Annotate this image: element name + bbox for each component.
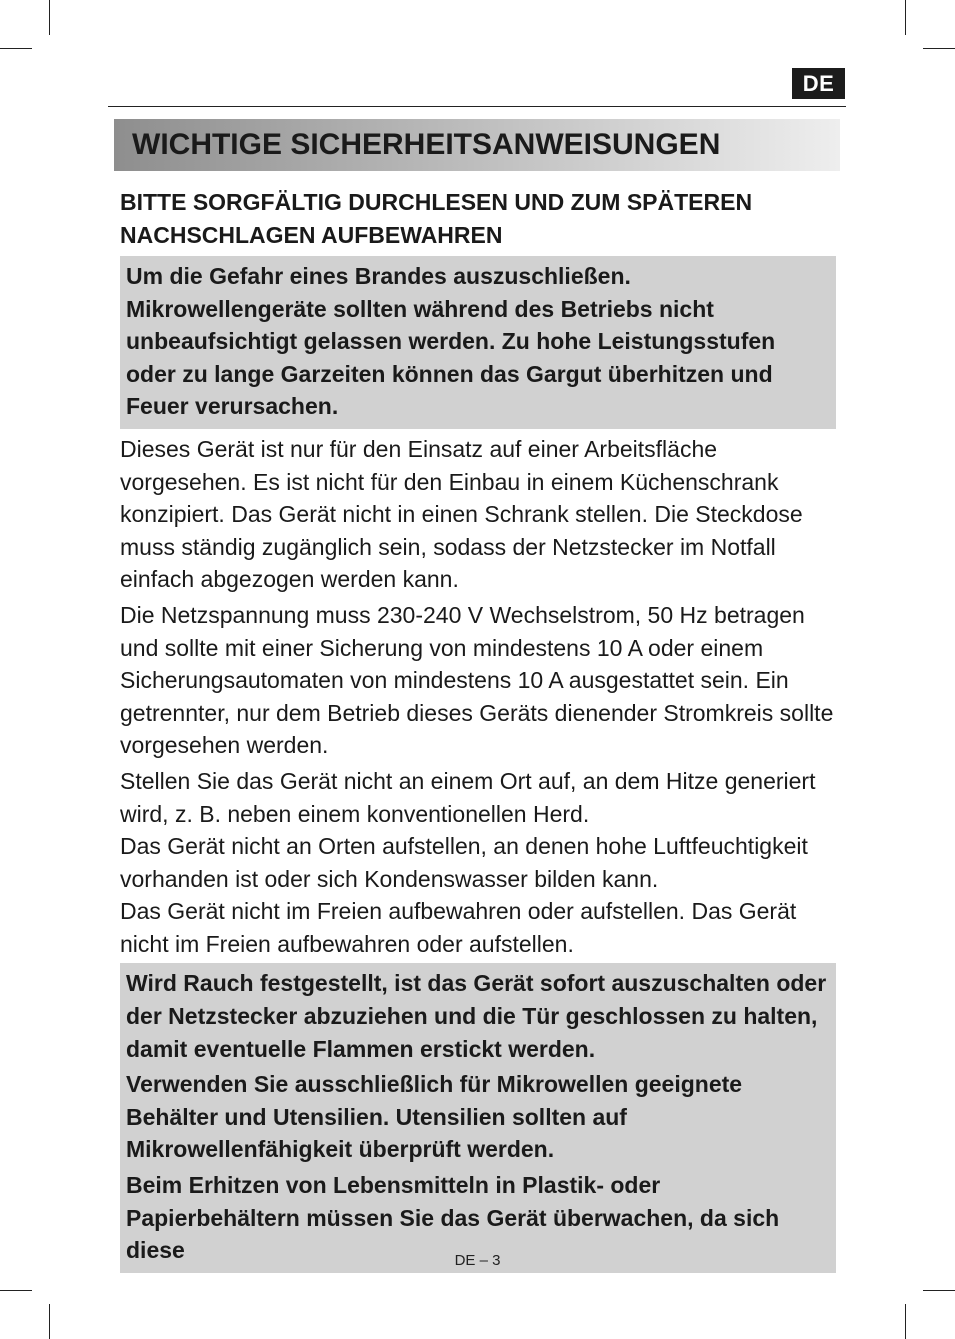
warning-box-usage — [120, 963, 836, 1272]
paragraph-installation: Dieses Gerät ist nur für den Einsatz auf einer Arbeitsfläche vorgesehen. Es ist nicht für den Einbau in einem Küchenschrank konzipiert. Das Gerät nicht in einen Schrank stellen. Die Steckdose muss ständig zugänglich sein, sodass der Netzstecker im Notfall einfach abgezogen werden kann. — [120, 435, 803, 593]
page-number: DE – 3 — [454, 1252, 501, 1269]
crop-mark — [49, 1304, 50, 1339]
crop-mark — [923, 48, 955, 49]
paragraph-heat-location: Stellen Sie das Gerät nicht an einem Ort auf, an dem Hitze generiert wird, z. B. neben einem konventionellen Herd. — [120, 767, 816, 827]
paragraph-humidity: Das Gerät nicht an Orten aufstellen, an denen hohe Luftfeuchtigkeit vorhanden ist oder sich Kondenswasser bilden kann. — [120, 833, 808, 892]
section-title: WICHTIGE SICHERHEITSANWEISUNGEN — [114, 119, 840, 171]
header-rule — [108, 106, 846, 107]
section-subheading: BITTE SORGFÄLTIG DURCHLESEN UND ZUM SPÄTEREN NACHSCHLAGEN AUFBEWAHREN — [120, 189, 753, 248]
paragraph-power-supply: Die Netzspannung muss 230-240 V Wechselstrom, 50 Hz betragen und sollte mit einer Sicherung von mindestens 10 A oder einem Sicherungsautomaten von mindestens 10 A ausgestattet sein. Ein getrennter, nur dem Betrieb dieses Geräts dienender Stromkreis sollte vorgesehen werden. — [120, 601, 834, 759]
crop-mark — [0, 1290, 32, 1291]
warning-box-fire — [120, 256, 836, 429]
crop-mark — [905, 1304, 906, 1339]
language-badge: DE — [792, 68, 845, 99]
warning-item-plastic-paper: Beim Erhitzen von Lebensmitteln in Plastik- oder Papierbehältern müssen Sie das Gerät überwachen, da sich diese — [126, 1172, 780, 1264]
crop-mark — [923, 1290, 955, 1291]
crop-mark — [0, 48, 32, 49]
crop-mark — [905, 0, 906, 35]
content-column — [120, 186, 836, 1277]
crop-mark — [49, 0, 50, 35]
warning-item-containers: Verwenden Sie ausschließlich für Mikrowellen geeignete Behälter und Utensilien. Utensilien sollten auf Mikrowellenfähigkeit überprüft werden. — [126, 1071, 743, 1163]
warning-text: Um die Gefahr eines Brandes auszuschließen. Mikrowellengeräte sollten während des Betriebs nicht unbeaufsichtigt gelassen werden. Zu hohe Leistungsstufen oder zu lange Garzeiten können das Gargut überhitzen und Feuer verursachen. — [126, 263, 776, 420]
warning-item-smoke: Wird Rauch festgestellt, ist das Gerät sofort auszuschalten oder der Netzstecker abzuziehen und die Tür geschlossen zu halten, damit eventuelle Flammen erstickt werden. — [126, 970, 827, 1062]
paragraph-outdoor: Das Gerät nicht im Freien aufbewahren oder aufstellen. Das Gerät nicht im Freien aufbewahren oder aufstellen. — [120, 898, 797, 957]
